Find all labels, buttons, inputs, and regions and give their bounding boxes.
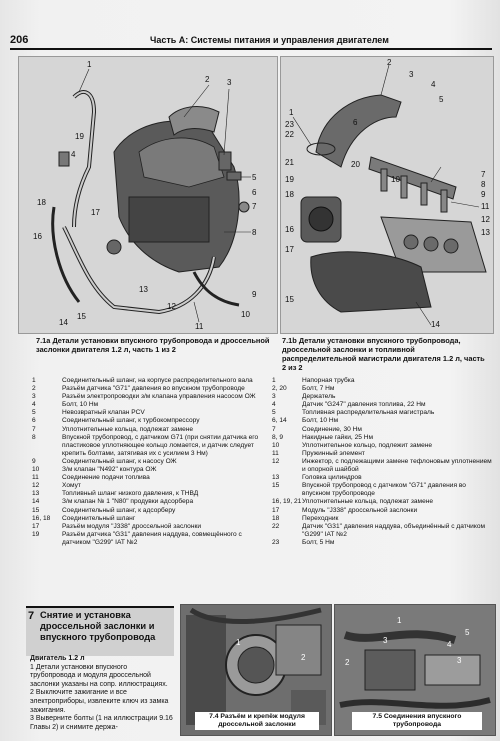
legend-a-row: 7 Уплотнительные кольца, подлежат замене bbox=[32, 425, 194, 433]
callout-photo-b-3b: 3 bbox=[457, 656, 462, 665]
callout-b-21: 21 bbox=[285, 158, 294, 167]
callout-b-13: 13 bbox=[481, 228, 490, 237]
section-heading bbox=[26, 606, 174, 656]
legend-b-row: 6, 14 Болт, 10 Нм bbox=[272, 417, 339, 425]
legend-a-row: 12 Хомут bbox=[32, 482, 81, 490]
body-paragraph: 1 Детали установки впускного трубопровода и модуля дроссельной заслонки указаны на сопр. иллюстрациях. bbox=[30, 663, 168, 688]
callout-a-11: 11 bbox=[195, 322, 204, 331]
callout-a-16: 16 bbox=[33, 232, 42, 241]
legend-b-row: 18 Переходник bbox=[272, 514, 339, 522]
legend-a-row: 14 З/м клапан № 1 "N80" продувки адсорбера bbox=[32, 498, 194, 506]
callout-a-17: 17 bbox=[91, 208, 100, 217]
callout-a-8: 8 bbox=[252, 228, 257, 237]
legend-7-1a bbox=[32, 377, 268, 547]
callout-photo-b-5: 5 bbox=[465, 628, 470, 637]
callout-b-17: 17 bbox=[285, 245, 294, 254]
callout-a-2: 2 bbox=[205, 75, 210, 84]
section-title: Снятие и установка дроссельной заслонки и впускного трубопровода bbox=[40, 610, 156, 642]
legend-b-row: 5 Топливная распределительная магистраль bbox=[272, 409, 435, 417]
legend-7-1b bbox=[272, 377, 494, 547]
callout-b-19: 19 bbox=[285, 175, 294, 184]
legend-b-row: 3 Держатель bbox=[272, 393, 336, 401]
callout-photo-a-2: 2 bbox=[301, 653, 306, 662]
legend-b-row: 8, 9 Накидные гайки, 25 Нм bbox=[272, 433, 374, 441]
callout-a-3: 3 bbox=[227, 78, 232, 87]
callout-b-8: 8 bbox=[481, 180, 486, 189]
legend-a-row: 9 Соединительный шланг, к насосу ОЖ bbox=[32, 457, 177, 465]
legend-a-row: 3 Разъём электропроводки з/м клапана управления насосом ОЖ bbox=[32, 393, 256, 401]
legend-a-row: 8 Впускной трубопровод, с датчиком G71 (при снятии датчика его пластиковое уплотняющее кольцо ломается, и датчик следует крепить болтами, затягивая их с усилием 3 Нм) bbox=[32, 433, 259, 457]
callout-b-11: 11 bbox=[481, 202, 490, 211]
legend-b-row: 15 Впускной трубопровод с датчиком "G71" давления во впускном трубопроводе bbox=[272, 482, 466, 498]
callout-b-7: 7 bbox=[481, 170, 486, 179]
callout-a-13: 13 bbox=[139, 285, 148, 294]
callout-b-12: 12 bbox=[481, 215, 490, 224]
callout-b-4: 4 bbox=[431, 80, 436, 89]
legend-a-row: 5 Невозвратный клапан PCV bbox=[32, 409, 145, 417]
legend-a-row: 2 Разъём датчика "G71" давления во впускном трубопроводе bbox=[32, 385, 245, 393]
section-number: 7 bbox=[28, 610, 35, 622]
legend-a-row: 17 Разъём модуля "J338" дроссельной заслонки bbox=[32, 522, 202, 530]
callout-photo-b-1: 1 bbox=[397, 616, 402, 625]
callout-b-3: 3 bbox=[409, 70, 414, 79]
callout-a-15: 15 bbox=[77, 312, 86, 321]
body-text bbox=[30, 655, 174, 732]
callout-b-22: 22 bbox=[285, 130, 294, 139]
figure-7-1b bbox=[280, 56, 494, 334]
legend-b-row: 22 Датчик "G31" давления наддува, объединённый с датчиком "G299" IAT №2 bbox=[272, 522, 486, 538]
legend-a-row: 6 Соединительный шланг, к турбокомпрессору bbox=[32, 417, 200, 425]
legend-b-row: 7 Соединение, 30 Нм bbox=[272, 425, 362, 433]
page-number: 206 bbox=[10, 34, 29, 46]
legend-b-row: 10 Уплотнительное кольцо, подлежит замене bbox=[272, 441, 433, 449]
legend-a-row: 11 Соединение подачи топлива bbox=[32, 474, 150, 482]
callout-a-9: 9 bbox=[252, 290, 257, 299]
legend-a-row: 1 Соединительный шланг, на корпусе распределительного вала bbox=[32, 377, 253, 384]
legend-b-row: 1 Напорная трубка bbox=[272, 377, 355, 384]
legend-b-row: 23 Болт, 5 Нм bbox=[272, 538, 335, 546]
callout-a-12: 12 bbox=[167, 302, 176, 311]
callout-photo-a-1: 1 bbox=[236, 638, 241, 647]
callout-photo-b-4: 4 bbox=[447, 640, 452, 649]
callout-a-19: 19 bbox=[75, 132, 84, 141]
callout-a-10: 10 bbox=[241, 310, 250, 319]
callout-b-20: 20 bbox=[351, 160, 360, 169]
legend-b-row: 12 Инжектор, с подлежащими замене тефлоновым уплотнением и опорной шайбой bbox=[272, 457, 492, 474]
body-paragraph: 2 Выключите зажигание и все электроприборы, извлеките ключ из замка зажигания. bbox=[30, 689, 169, 714]
callout-b-1: 1 bbox=[289, 108, 294, 117]
chapter-title: Часть А: Системы питания и управления двигателем bbox=[150, 35, 389, 45]
legend-a-row: 19 Разъём датчика "G31" давления наддува, совмещённого с датчиком "G299" IAT №2 bbox=[32, 530, 242, 546]
legend-b-row: 16, 19, 21 Уплотнительные кольца, подлежат замене bbox=[272, 498, 434, 506]
callout-b-16: 16 bbox=[285, 225, 294, 234]
legend-b-row: 4 Датчик "G247" давления топлива, 22 Нм bbox=[272, 401, 426, 409]
fuel-rail-diagram-b bbox=[281, 57, 493, 333]
legend-a-row: 10 З/м клапан "N492" контура ОЖ bbox=[32, 466, 157, 474]
callout-b-15: 15 bbox=[285, 295, 294, 304]
photo-7-5-caption: 7.5 Соединения впускного трубопровода bbox=[352, 712, 482, 730]
callout-a-1: 1 bbox=[87, 60, 92, 69]
callout-a-18: 18 bbox=[37, 198, 46, 207]
figure-7-1b-caption: 7.1b Детали установки впускного трубопровода, дроссельной заслонки и топливной распределительной магистрали двигателя 1.2 л, часть 2 из 2 bbox=[282, 336, 485, 372]
figure-7-1a bbox=[18, 56, 278, 334]
intake-manifold-diagram-a bbox=[19, 57, 277, 333]
callout-photo-b-2: 2 bbox=[345, 658, 350, 667]
callout-b-2: 2 bbox=[387, 58, 392, 67]
legend-a-row: 4 Болт, 10 Нм bbox=[32, 401, 99, 409]
callout-b-9: 9 bbox=[481, 190, 486, 199]
legend-b-row: 11 Пружинный элемент bbox=[272, 449, 365, 457]
callout-a-6: 6 bbox=[252, 188, 257, 197]
page-header bbox=[10, 34, 492, 50]
legend-b-row: 13 Головка цилиндров bbox=[272, 474, 362, 482]
body-subheading: Двигатель 1.2 л bbox=[30, 655, 85, 662]
callout-b-23: 23 bbox=[285, 120, 294, 129]
figure-7-1a-caption: 7.1а Детали установки впускного трубопровода и дроссельной заслонки двигателя 1.2 л, часть 1 из 2 bbox=[36, 336, 270, 354]
callout-b-10: 10 bbox=[391, 175, 400, 184]
callout-b-5: 5 bbox=[439, 95, 444, 104]
legend-a-row: 13 Топливный шланг низкого давления, к ТНВД bbox=[32, 490, 199, 498]
legend-a-row: 16, 18 Соединительный шланг bbox=[32, 514, 136, 522]
callout-a-14: 14 bbox=[59, 318, 68, 327]
legend-b-row: 2, 20 Болт, 7 Нм bbox=[272, 385, 335, 393]
callout-b-6: 6 bbox=[353, 118, 358, 127]
legend-b-row: 17 Модуль "J338" дроссельной заслонки bbox=[272, 506, 418, 514]
callout-b-14: 14 bbox=[431, 320, 440, 329]
body-paragraph: 3 Выверните болты (1 на иллюстрации 9.16 Главы 2) и снимите держа- bbox=[30, 715, 173, 731]
legend-a-row: 15 Соединительный шланг, к адсорберу bbox=[32, 506, 176, 514]
photo-7-4-caption: 7.4 Разъём и крепёж модуля дроссельной заслонки bbox=[195, 712, 319, 730]
callout-photo-b-3: 3 bbox=[383, 636, 388, 645]
callout-a-4: 4 bbox=[71, 150, 76, 159]
callout-b-18: 18 bbox=[285, 190, 294, 199]
callout-a-7: 7 bbox=[252, 202, 257, 211]
callout-a-5: 5 bbox=[252, 173, 257, 182]
